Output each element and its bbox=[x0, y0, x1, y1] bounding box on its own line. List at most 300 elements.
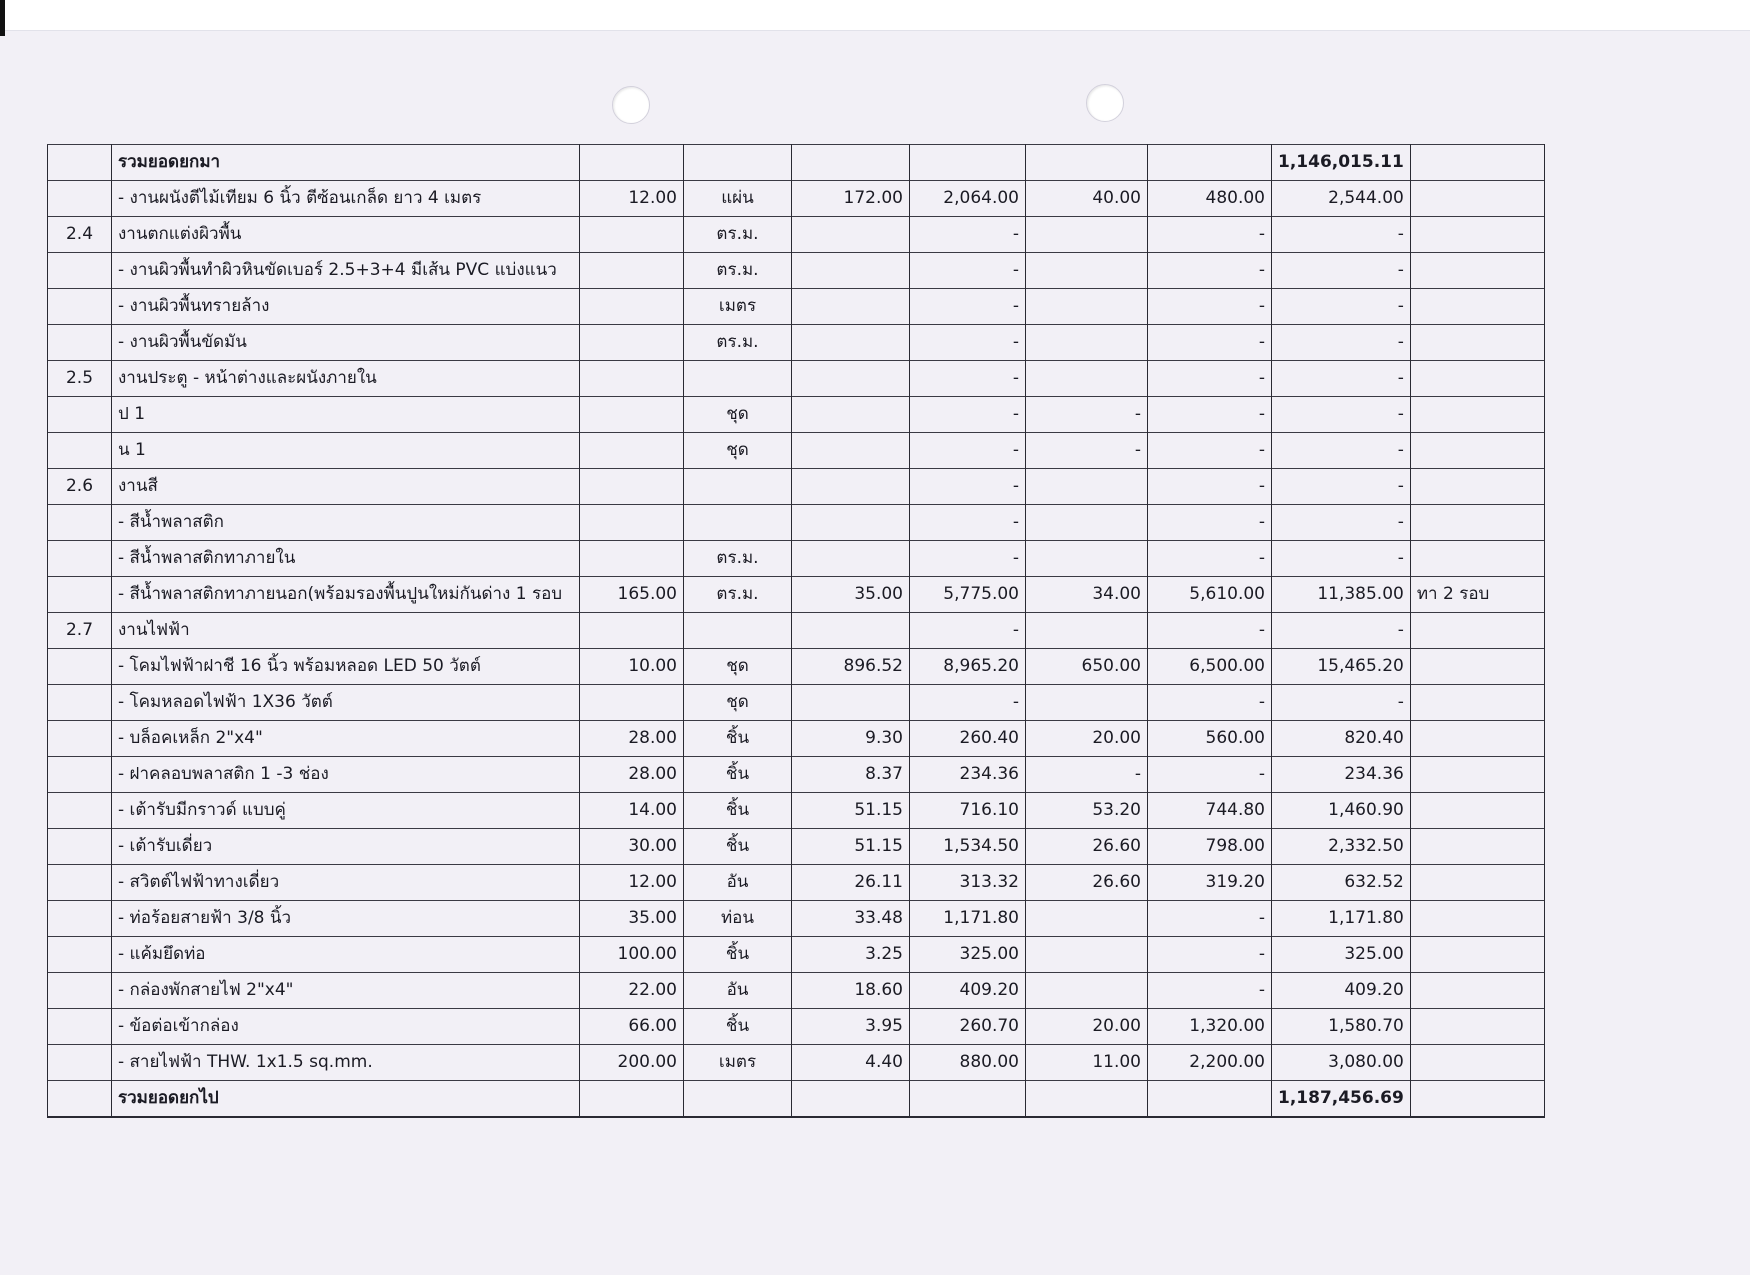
table-row bbox=[48, 721, 1545, 757]
unit-cell: อัน bbox=[684, 973, 792, 1009]
labor-amount-cell: 798.00 bbox=[1148, 829, 1272, 865]
quantity-cell bbox=[580, 505, 684, 541]
table-row bbox=[48, 181, 1545, 217]
labor-unit-price-cell bbox=[1026, 325, 1148, 361]
description-cell: - เต้ารับมีกราวด์ แบบคู่ bbox=[112, 793, 580, 829]
material-amount-cell: - bbox=[910, 505, 1026, 541]
item-number-cell bbox=[48, 1009, 112, 1045]
description-cell: - ฝาคลอบพลาสติก 1 -3 ช่อง bbox=[112, 757, 580, 793]
material-unit-price-cell: 4.40 bbox=[792, 1045, 910, 1081]
remark-cell bbox=[1410, 253, 1544, 289]
labor-amount-cell: - bbox=[1148, 397, 1272, 433]
total-amount-cell: 1,146,015.11 bbox=[1272, 145, 1411, 181]
unit-cell: ท่อน bbox=[684, 901, 792, 937]
quantity-cell: 200.00 bbox=[580, 1045, 684, 1081]
description-cell: ป 1 bbox=[112, 397, 580, 433]
total-amount-cell: 1,580.70 bbox=[1272, 1009, 1411, 1045]
material-unit-price-cell bbox=[792, 361, 910, 397]
labor-amount-cell: 1,320.00 bbox=[1148, 1009, 1272, 1045]
material-amount-cell: - bbox=[910, 325, 1026, 361]
material-amount-cell: - bbox=[910, 433, 1026, 469]
table-row bbox=[48, 1045, 1545, 1081]
table-row bbox=[48, 289, 1545, 325]
total-amount-cell: - bbox=[1272, 397, 1411, 433]
quantity-cell bbox=[580, 433, 684, 469]
unit-cell: ตร.ม. bbox=[684, 217, 792, 253]
labor-amount-cell: - bbox=[1148, 361, 1272, 397]
item-number-cell bbox=[48, 865, 112, 901]
unit-cell: ตร.ม. bbox=[684, 541, 792, 577]
material-unit-price-cell bbox=[792, 541, 910, 577]
material-amount-cell: 1,171.80 bbox=[910, 901, 1026, 937]
description-cell: รวมยอดยกไป bbox=[112, 1081, 580, 1118]
total-amount-cell: 325.00 bbox=[1272, 937, 1411, 973]
item-number-cell bbox=[48, 181, 112, 217]
table-row bbox=[48, 1009, 1545, 1045]
unit-cell: ชิ้น bbox=[684, 1009, 792, 1045]
material-amount-cell: - bbox=[910, 613, 1026, 649]
material-amount-cell: 880.00 bbox=[910, 1045, 1026, 1081]
quantity-cell: 14.00 bbox=[580, 793, 684, 829]
total-amount-cell: 11,385.00 bbox=[1272, 577, 1411, 613]
material-unit-price-cell bbox=[792, 469, 910, 505]
labor-unit-price-cell: 11.00 bbox=[1026, 1045, 1148, 1081]
quantity-cell bbox=[580, 145, 684, 181]
unit-cell: ตร.ม. bbox=[684, 325, 792, 361]
quantity-cell bbox=[580, 325, 684, 361]
table-row bbox=[48, 469, 1545, 505]
table-row bbox=[48, 685, 1545, 721]
remark-cell bbox=[1410, 685, 1544, 721]
labor-unit-price-cell bbox=[1026, 217, 1148, 253]
item-number-cell: 2.5 bbox=[48, 361, 112, 397]
quantity-cell: 22.00 bbox=[580, 973, 684, 1009]
material-unit-price-cell: 8.37 bbox=[792, 757, 910, 793]
labor-amount-cell: 744.80 bbox=[1148, 793, 1272, 829]
table-row bbox=[48, 973, 1545, 1009]
quantity-cell bbox=[580, 397, 684, 433]
unit-cell: ชุด bbox=[684, 397, 792, 433]
total-amount-cell: 1,187,456.69 bbox=[1272, 1081, 1411, 1118]
material-amount-cell: 409.20 bbox=[910, 973, 1026, 1009]
remark-cell bbox=[1410, 865, 1544, 901]
unit-cell: ตร.ม. bbox=[684, 253, 792, 289]
total-amount-cell: - bbox=[1272, 217, 1411, 253]
unit-cell: อัน bbox=[684, 865, 792, 901]
description-cell: - บล็อคเหล็ก 2"x4" bbox=[112, 721, 580, 757]
quantity-cell bbox=[580, 685, 684, 721]
labor-amount-cell: - bbox=[1148, 901, 1272, 937]
table-row bbox=[48, 361, 1545, 397]
material-amount-cell: 260.40 bbox=[910, 721, 1026, 757]
material-unit-price-cell bbox=[792, 145, 910, 181]
item-number-cell bbox=[48, 145, 112, 181]
unit-cell bbox=[684, 505, 792, 541]
remark-cell bbox=[1410, 613, 1544, 649]
quantity-cell bbox=[580, 613, 684, 649]
remark-cell bbox=[1410, 829, 1544, 865]
total-amount-cell: 632.52 bbox=[1272, 865, 1411, 901]
quantity-cell bbox=[580, 217, 684, 253]
labor-amount-cell: - bbox=[1148, 217, 1272, 253]
total-amount-cell: - bbox=[1272, 433, 1411, 469]
table-row bbox=[48, 901, 1545, 937]
material-unit-price-cell bbox=[792, 505, 910, 541]
item-number-cell bbox=[48, 721, 112, 757]
labor-amount-cell: - bbox=[1148, 289, 1272, 325]
quantity-cell: 100.00 bbox=[580, 937, 684, 973]
material-amount-cell: 5,775.00 bbox=[910, 577, 1026, 613]
material-unit-price-cell bbox=[792, 613, 910, 649]
labor-amount-cell: - bbox=[1148, 433, 1272, 469]
material-unit-price-cell: 35.00 bbox=[792, 577, 910, 613]
material-amount-cell: 260.70 bbox=[910, 1009, 1026, 1045]
material-unit-price-cell bbox=[792, 289, 910, 325]
item-number-cell: 2.6 bbox=[48, 469, 112, 505]
table-row bbox=[48, 217, 1545, 253]
description-cell: - สีน้ำพลาสติก bbox=[112, 505, 580, 541]
quantity-cell: 165.00 bbox=[580, 577, 684, 613]
description-cell: - ท่อร้อยสายฟ้า 3/8 นิ้ว bbox=[112, 901, 580, 937]
material-unit-price-cell bbox=[792, 1081, 910, 1118]
description-cell: - แค้มยึดท่อ bbox=[112, 937, 580, 973]
item-number-cell bbox=[48, 973, 112, 1009]
remark-cell bbox=[1410, 757, 1544, 793]
labor-unit-price-cell bbox=[1026, 613, 1148, 649]
labor-amount-cell bbox=[1148, 1081, 1272, 1118]
labor-unit-price-cell bbox=[1026, 937, 1148, 973]
labor-amount-cell: - bbox=[1148, 937, 1272, 973]
table-row bbox=[48, 433, 1545, 469]
labor-unit-price-cell bbox=[1026, 505, 1148, 541]
total-amount-cell: - bbox=[1272, 685, 1411, 721]
table-row bbox=[48, 253, 1545, 289]
item-number-cell bbox=[48, 901, 112, 937]
labor-amount-cell: 5,610.00 bbox=[1148, 577, 1272, 613]
table-row bbox=[48, 505, 1545, 541]
material-unit-price-cell bbox=[792, 685, 910, 721]
total-amount-cell: - bbox=[1272, 325, 1411, 361]
labor-unit-price-cell: - bbox=[1026, 397, 1148, 433]
remark-cell bbox=[1410, 1009, 1544, 1045]
material-amount-cell bbox=[910, 1081, 1026, 1118]
labor-unit-price-cell bbox=[1026, 973, 1148, 1009]
material-unit-price-cell: 26.11 bbox=[792, 865, 910, 901]
remark-cell bbox=[1410, 145, 1544, 181]
table-body bbox=[48, 145, 1545, 1118]
labor-amount-cell: - bbox=[1148, 613, 1272, 649]
remark-cell bbox=[1410, 469, 1544, 505]
unit-cell: เมตร bbox=[684, 1045, 792, 1081]
description-cell: งานสี bbox=[112, 469, 580, 505]
total-amount-cell: 15,465.20 bbox=[1272, 649, 1411, 685]
remark-cell: ทา 2 รอบ bbox=[1410, 577, 1544, 613]
quantity-cell: 10.00 bbox=[580, 649, 684, 685]
total-amount-cell: 2,332.50 bbox=[1272, 829, 1411, 865]
table-row bbox=[48, 829, 1545, 865]
labor-amount-cell: - bbox=[1148, 757, 1272, 793]
quantity-cell bbox=[580, 289, 684, 325]
table-row bbox=[48, 865, 1545, 901]
item-number-cell bbox=[48, 433, 112, 469]
remark-cell bbox=[1410, 793, 1544, 829]
labor-unit-price-cell: 26.60 bbox=[1026, 829, 1148, 865]
remark-cell bbox=[1410, 973, 1544, 1009]
material-unit-price-cell: 33.48 bbox=[792, 901, 910, 937]
unit-cell: เมตร bbox=[684, 289, 792, 325]
description-cell: น 1 bbox=[112, 433, 580, 469]
item-number-cell bbox=[48, 325, 112, 361]
unit-cell bbox=[684, 145, 792, 181]
total-amount-cell: - bbox=[1272, 613, 1411, 649]
material-unit-price-cell: 172.00 bbox=[792, 181, 910, 217]
description-cell: - งานผิวพื้นทรายล้าง bbox=[112, 289, 580, 325]
labor-unit-price-cell: 20.00 bbox=[1026, 721, 1148, 757]
item-number-cell bbox=[48, 505, 112, 541]
labor-amount-cell bbox=[1148, 145, 1272, 181]
unit-cell bbox=[684, 1081, 792, 1118]
material-amount-cell: 2,064.00 bbox=[910, 181, 1026, 217]
labor-unit-price-cell: 34.00 bbox=[1026, 577, 1148, 613]
table-row bbox=[48, 1081, 1545, 1118]
total-amount-cell: 234.36 bbox=[1272, 757, 1411, 793]
labor-unit-price-cell bbox=[1026, 253, 1148, 289]
remark-cell bbox=[1410, 541, 1544, 577]
table-row bbox=[48, 757, 1545, 793]
unit-cell bbox=[684, 613, 792, 649]
unit-cell: ตร.ม. bbox=[684, 577, 792, 613]
description-cell: - สายไฟฟ้า THW. 1x1.5 sq.mm. bbox=[112, 1045, 580, 1081]
unit-cell: ชิ้น bbox=[684, 937, 792, 973]
table-row bbox=[48, 577, 1545, 613]
item-number-cell bbox=[48, 937, 112, 973]
total-amount-cell: - bbox=[1272, 289, 1411, 325]
labor-amount-cell: - bbox=[1148, 469, 1272, 505]
quantity-cell: 66.00 bbox=[580, 1009, 684, 1045]
unit-cell bbox=[684, 469, 792, 505]
total-amount-cell: 3,080.00 bbox=[1272, 1045, 1411, 1081]
unit-cell: ชุด bbox=[684, 433, 792, 469]
labor-unit-price-cell bbox=[1026, 685, 1148, 721]
item-number-cell bbox=[48, 541, 112, 577]
quantity-cell: 28.00 bbox=[580, 721, 684, 757]
material-amount-cell: - bbox=[910, 253, 1026, 289]
labor-amount-cell: - bbox=[1148, 973, 1272, 1009]
remark-cell bbox=[1410, 1081, 1544, 1118]
labor-unit-price-cell bbox=[1026, 469, 1148, 505]
remark-cell bbox=[1410, 289, 1544, 325]
material-unit-price-cell: 896.52 bbox=[792, 649, 910, 685]
table-row bbox=[48, 649, 1545, 685]
material-amount-cell: - bbox=[910, 217, 1026, 253]
item-number-cell bbox=[48, 1081, 112, 1118]
total-amount-cell: - bbox=[1272, 541, 1411, 577]
labor-amount-cell: - bbox=[1148, 685, 1272, 721]
remark-cell bbox=[1410, 361, 1544, 397]
total-amount-cell: - bbox=[1272, 253, 1411, 289]
total-amount-cell: 1,171.80 bbox=[1272, 901, 1411, 937]
table-row bbox=[48, 397, 1545, 433]
material-amount-cell: - bbox=[910, 685, 1026, 721]
labor-unit-price-cell bbox=[1026, 289, 1148, 325]
labor-unit-price-cell bbox=[1026, 901, 1148, 937]
material-amount-cell: 325.00 bbox=[910, 937, 1026, 973]
labor-unit-price-cell bbox=[1026, 541, 1148, 577]
description-cell: - กล่องพักสายไฟ 2"x4" bbox=[112, 973, 580, 1009]
unit-cell: ชิ้น bbox=[684, 757, 792, 793]
quantity-cell bbox=[580, 541, 684, 577]
material-amount-cell: 234.36 bbox=[910, 757, 1026, 793]
total-amount-cell: 1,460.90 bbox=[1272, 793, 1411, 829]
labor-amount-cell: - bbox=[1148, 253, 1272, 289]
quantity-cell: 28.00 bbox=[580, 757, 684, 793]
labor-amount-cell: 319.20 bbox=[1148, 865, 1272, 901]
material-unit-price-cell: 3.95 bbox=[792, 1009, 910, 1045]
labor-unit-price-cell: 53.20 bbox=[1026, 793, 1148, 829]
description-cell: - โคมไฟฟ้าฝาชี 16 นิ้ว พร้อมหลอด LED 50 วัตต์ bbox=[112, 649, 580, 685]
unit-cell bbox=[684, 361, 792, 397]
total-amount-cell: 820.40 bbox=[1272, 721, 1411, 757]
remark-cell bbox=[1410, 217, 1544, 253]
labor-amount-cell: - bbox=[1148, 505, 1272, 541]
labor-amount-cell: 480.00 bbox=[1148, 181, 1272, 217]
total-amount-cell: 2,544.00 bbox=[1272, 181, 1411, 217]
material-unit-price-cell: 3.25 bbox=[792, 937, 910, 973]
labor-amount-cell: - bbox=[1148, 325, 1272, 361]
remark-cell bbox=[1410, 397, 1544, 433]
labor-amount-cell: 2,200.00 bbox=[1148, 1045, 1272, 1081]
labor-unit-price-cell: - bbox=[1026, 433, 1148, 469]
quantity-cell bbox=[580, 1081, 684, 1118]
labor-unit-price-cell bbox=[1026, 1081, 1148, 1118]
item-number-cell: 2.7 bbox=[48, 613, 112, 649]
material-unit-price-cell: 18.60 bbox=[792, 973, 910, 1009]
remark-cell bbox=[1410, 325, 1544, 361]
scan-corner-mark bbox=[0, 0, 5, 36]
labor-unit-price-cell: - bbox=[1026, 757, 1148, 793]
labor-unit-price-cell: 40.00 bbox=[1026, 181, 1148, 217]
material-unit-price-cell: 51.15 bbox=[792, 829, 910, 865]
item-number-cell bbox=[48, 577, 112, 613]
labor-unit-price-cell bbox=[1026, 361, 1148, 397]
labor-amount-cell: 560.00 bbox=[1148, 721, 1272, 757]
table-row bbox=[48, 613, 1545, 649]
material-amount-cell: - bbox=[910, 361, 1026, 397]
description-cell: - งานผิวพื้นทำผิวหินขัดเบอร์ 2.5+3+4 มีเส้น PVC แบ่งแนว bbox=[112, 253, 580, 289]
material-amount-cell: - bbox=[910, 289, 1026, 325]
material-amount-cell: 313.32 bbox=[910, 865, 1026, 901]
description-cell: - โคมหลอดไฟฟ้า 1X36 วัตต์ bbox=[112, 685, 580, 721]
table-row bbox=[48, 145, 1545, 181]
labor-amount-cell: - bbox=[1148, 541, 1272, 577]
item-number-cell: 2.4 bbox=[48, 217, 112, 253]
unit-cell: ชิ้น bbox=[684, 829, 792, 865]
material-unit-price-cell bbox=[792, 253, 910, 289]
remark-cell bbox=[1410, 937, 1544, 973]
remark-cell bbox=[1410, 901, 1544, 937]
material-unit-price-cell bbox=[792, 325, 910, 361]
table-row bbox=[48, 937, 1545, 973]
labor-amount-cell: 6,500.00 bbox=[1148, 649, 1272, 685]
item-number-cell bbox=[48, 397, 112, 433]
item-number-cell bbox=[48, 685, 112, 721]
material-amount-cell: 1,534.50 bbox=[910, 829, 1026, 865]
material-amount-cell: 716.10 bbox=[910, 793, 1026, 829]
item-number-cell bbox=[48, 793, 112, 829]
quantity-cell bbox=[580, 469, 684, 505]
labor-unit-price-cell bbox=[1026, 145, 1148, 181]
description-cell: - สวิตต์ไฟฟ้าทางเดี่ยว bbox=[112, 865, 580, 901]
unit-cell: ชุด bbox=[684, 685, 792, 721]
total-amount-cell: - bbox=[1272, 361, 1411, 397]
material-amount-cell: - bbox=[910, 541, 1026, 577]
material-unit-price-cell bbox=[792, 217, 910, 253]
item-number-cell bbox=[48, 649, 112, 685]
remark-cell bbox=[1410, 181, 1544, 217]
unit-cell: ชิ้น bbox=[684, 793, 792, 829]
description-cell: รวมยอดยกมา bbox=[112, 145, 580, 181]
material-amount-cell: 8,965.20 bbox=[910, 649, 1026, 685]
labor-unit-price-cell: 20.00 bbox=[1026, 1009, 1148, 1045]
item-number-cell bbox=[48, 829, 112, 865]
total-amount-cell: - bbox=[1272, 505, 1411, 541]
unit-cell: ชุด bbox=[684, 649, 792, 685]
scan-top-strip bbox=[0, 0, 1750, 31]
item-number-cell bbox=[48, 757, 112, 793]
description-cell: - เต้ารับเดี่ยว bbox=[112, 829, 580, 865]
quantity-cell bbox=[580, 253, 684, 289]
description-cell: งานตกแต่งผิวพื้น bbox=[112, 217, 580, 253]
material-amount-cell: - bbox=[910, 469, 1026, 505]
quantity-cell: 30.00 bbox=[580, 829, 684, 865]
quantity-cell: 12.00 bbox=[580, 865, 684, 901]
table-row bbox=[48, 325, 1545, 361]
remark-cell bbox=[1410, 721, 1544, 757]
description-cell: - สีน้ำพลาสติกทาภายนอก(พร้อมรองพื้นปูนใหม่กันด่าง 1 รอบ bbox=[112, 577, 580, 613]
unit-cell: ชิ้น bbox=[684, 721, 792, 757]
table-row bbox=[48, 793, 1545, 829]
material-amount-cell bbox=[910, 145, 1026, 181]
material-unit-price-cell: 51.15 bbox=[792, 793, 910, 829]
cost-estimate-table bbox=[47, 144, 1545, 1118]
unit-cell: แผ่น bbox=[684, 181, 792, 217]
remark-cell bbox=[1410, 1045, 1544, 1081]
total-amount-cell: 409.20 bbox=[1272, 973, 1411, 1009]
material-unit-price-cell bbox=[792, 397, 910, 433]
description-cell: - งานผนังตีไม้เทียม 6 นิ้ว ตีซ้อนเกล็ด ยาว 4 เมตร bbox=[112, 181, 580, 217]
item-number-cell bbox=[48, 253, 112, 289]
table-row bbox=[48, 541, 1545, 577]
quantity-cell: 35.00 bbox=[580, 901, 684, 937]
total-amount-cell: - bbox=[1272, 469, 1411, 505]
quantity-cell bbox=[580, 361, 684, 397]
description-cell: - งานผิวพื้นขัดมัน bbox=[112, 325, 580, 361]
item-number-cell bbox=[48, 1045, 112, 1081]
description-cell: - ข้อต่อเข้ากล่อง bbox=[112, 1009, 580, 1045]
material-unit-price-cell bbox=[792, 433, 910, 469]
item-number-cell bbox=[48, 289, 112, 325]
remark-cell bbox=[1410, 505, 1544, 541]
material-unit-price-cell: 9.30 bbox=[792, 721, 910, 757]
labor-unit-price-cell: 650.00 bbox=[1026, 649, 1148, 685]
labor-unit-price-cell: 26.60 bbox=[1026, 865, 1148, 901]
remark-cell bbox=[1410, 649, 1544, 685]
remark-cell bbox=[1410, 433, 1544, 469]
description-cell: งานไฟฟ้า bbox=[112, 613, 580, 649]
description-cell: - สีน้ำพลาสติกทาภายใน bbox=[112, 541, 580, 577]
description-cell: งานประตู - หน้าต่างและผนังภายใน bbox=[112, 361, 580, 397]
material-amount-cell: - bbox=[910, 397, 1026, 433]
